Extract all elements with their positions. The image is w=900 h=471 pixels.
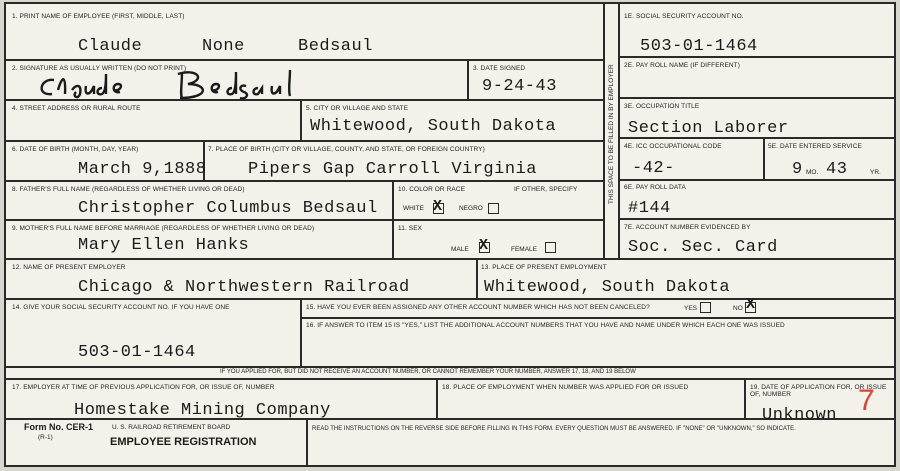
divider	[306, 418, 308, 467]
agency-name: U. S. RAILROAD RETIREMENT BOARD	[112, 424, 231, 431]
divider	[6, 180, 604, 182]
payroll-data: #144	[628, 199, 671, 218]
annotation-mark: 7	[858, 384, 876, 417]
service-year: 43	[826, 160, 848, 179]
form-number: Form No. CER-1	[24, 422, 94, 432]
icc-code: -42-	[632, 159, 675, 178]
divider	[6, 258, 894, 260]
divider	[436, 378, 438, 420]
no-label: NO	[733, 305, 743, 312]
employee-first-name: Claude	[78, 37, 143, 56]
ss-account-number: 503-01-1464	[640, 37, 758, 56]
ss-number-given: 503-01-1464	[78, 343, 196, 362]
city-state: Whitewood, South Dakota	[310, 117, 557, 136]
divider	[618, 56, 894, 58]
field-14-label: 14. GIVE YOUR SOCIAL SECURITY ACCOUNT NO. IF YOU HAVE ONE	[12, 304, 230, 311]
field-6-label: 6. DATE OF BIRTH (MONTH, DAY, YEAR)	[12, 146, 139, 153]
field-3e-label: 3E. OCCUPATION TITLE	[624, 103, 700, 110]
field-5-label: 5. CITY OR VILLAGE AND STATE	[306, 105, 409, 112]
male-check-mark: X	[479, 237, 489, 254]
white-label: WHITE	[403, 205, 424, 212]
date-of-birth: March 9,1888	[78, 160, 207, 179]
field-1-label: 1. PRINT NAME OF EMPLOYEE (FIRST, MIDDLE, LAST)	[12, 13, 185, 20]
divider	[392, 180, 394, 260]
divider	[6, 219, 604, 221]
field-15-label: 15. HAVE YOU EVER BEEN ASSIGNED ANY OTHER ACCOUNT NUMBER WHICH HAS NOT BEEN CANCELED?	[306, 304, 650, 311]
occupation-title: Section Laborer	[628, 119, 789, 138]
divider	[467, 59, 469, 101]
divider	[6, 140, 604, 142]
yes-checkbox[interactable]	[700, 302, 711, 313]
field-7e-label: 7E. ACCOUNT NUMBER EVIDENCED BY	[624, 224, 751, 231]
divider	[763, 138, 765, 181]
service-month: 9	[792, 160, 803, 179]
divider	[476, 258, 478, 300]
father-name: Christopher Columbus Bedsaul	[78, 199, 378, 218]
divider	[603, 4, 605, 260]
field-10-label: 10. COLOR OR RACE	[398, 186, 466, 193]
field-3-label: 3. DATE SIGNED	[473, 65, 526, 72]
field-2-label: 2. SIGNATURE AS USUALLY WRITTEN (DO NOT PRINT)	[12, 65, 187, 72]
negro-checkbox[interactable]	[488, 203, 499, 214]
divider	[300, 317, 894, 319]
field-4e-label: 4E. ICC OCCUPATIONAL CODE	[624, 143, 722, 150]
divider	[300, 298, 302, 368]
mother-name: Mary Ellen Hanks	[78, 236, 250, 255]
female-label: FEMALE	[511, 246, 538, 253]
field-1e-label: 1E. SOCIAL SECURITY ACCOUNT NO.	[624, 13, 744, 20]
divider	[618, 4, 620, 260]
divider	[618, 218, 894, 220]
yes-label: YES	[684, 305, 698, 312]
divider	[6, 378, 894, 380]
employee-last-name: Bedsaul	[298, 37, 373, 56]
no-check-mark: X	[746, 296, 756, 313]
registration-card	[4, 2, 896, 467]
field-18-label: 18. PLACE OF EMPLOYMENT WHEN NUMBER WAS APPLIED FOR OR ISSUED	[442, 384, 689, 391]
male-label: MALE	[451, 246, 469, 253]
field-13-label: 13. PLACE OF PRESENT EMPLOYMENT	[481, 264, 607, 271]
application-date: Unknown	[762, 406, 837, 425]
white-check-mark: X	[433, 198, 443, 215]
instructions-banner: IF YOU APPLIED FOR, BUT DID NOT RECEIVE AN ACCOUNT NUMBER, OR CANNOT REMEMBER YOUR NUMBER, ANSWER 17, 18, AND 19 BELOW	[220, 369, 636, 375]
divider	[6, 366, 894, 368]
field-10-other-label: IF OTHER, SPECIFY	[514, 186, 578, 193]
negro-label: NEGRO	[459, 205, 483, 212]
place-of-employment: Whitewood, South Dakota	[484, 278, 731, 297]
divider	[6, 298, 894, 300]
divider	[6, 59, 604, 61]
previous-employer: Homestake Mining Company	[74, 401, 331, 420]
footer-instructions: READ THE INSTRUCTIONS ON THE REVERSE SIDE BEFORE FILLING IN THIS FORM. EVERY QUESTION MUST BE ANSWERED. IF "NONE" OR "UNKNOWN," SO INDICATE.	[312, 426, 796, 432]
field-19-label: 19. DATE OF APPLICATION FOR, OR ISSUE OF, NUMBER	[750, 384, 887, 398]
field-2e-label: 2E. PAY ROLL NAME (IF DIFFERENT)	[624, 62, 741, 69]
field-9-label: 9. MOTHER'S FULL NAME BEFORE MARRIAGE (REGARDLESS OF WHETHER LIVING OR DEAD)	[12, 225, 315, 232]
field-7-label: 7. PLACE OF BIRTH (CITY OR VILLAGE, COUNTY, AND STATE, OR FOREIGN COUNTRY)	[208, 146, 485, 153]
field-8-label: 8. FATHER'S FULL NAME (REGARDLESS OF WHETHER LIVING OR DEAD)	[12, 186, 245, 193]
divider	[300, 99, 302, 141]
divider	[618, 97, 894, 99]
form-revision: (R-1)	[38, 434, 53, 441]
field-17-label: 17. EMPLOYER AT TIME OF PREVIOUS APPLICATION FOR, OR ISSUE OF, NUMBER	[12, 384, 275, 391]
year-abbrev: YR.	[870, 169, 881, 176]
female-checkbox[interactable]	[545, 242, 556, 253]
field-6e-label: 6E. PAY ROLL DATA	[624, 184, 686, 191]
field-16-label: 16. IF ANSWER TO ITEM 15 IS "YES," LIST THE ADDITIONAL ACCOUNT NUMBERS THAT YOU HAVE AND NAME UNDER WHICH EACH ONE WAS ISSUED	[306, 322, 785, 329]
place-of-birth: Pipers Gap Carroll Virginia	[248, 160, 537, 179]
month-abbrev: MO.	[806, 169, 819, 176]
employer-side-note: THIS SPACE TO BE FILLED IN BY EMPLOYER	[608, 64, 615, 204]
evidence: Soc. Sec. Card	[628, 238, 778, 257]
divider	[744, 378, 746, 420]
field-12-label: 12. NAME OF PRESENT EMPLOYER	[12, 264, 126, 271]
field-11-label: 11. SEX	[398, 225, 423, 232]
field-4-label: 4. STREET ADDRESS OR RURAL ROUTE	[12, 105, 141, 112]
field-5e-label: 5E. DATE ENTERED SERVICE	[768, 143, 862, 150]
employee-middle-name: None	[202, 37, 245, 56]
form-title: EMPLOYEE REGISTRATION	[110, 436, 257, 448]
divider	[618, 179, 894, 181]
present-employer: Chicago & Northwestern Railroad	[78, 278, 410, 297]
date-signed: 9-24-43	[482, 77, 557, 96]
signature-image	[32, 64, 342, 104]
